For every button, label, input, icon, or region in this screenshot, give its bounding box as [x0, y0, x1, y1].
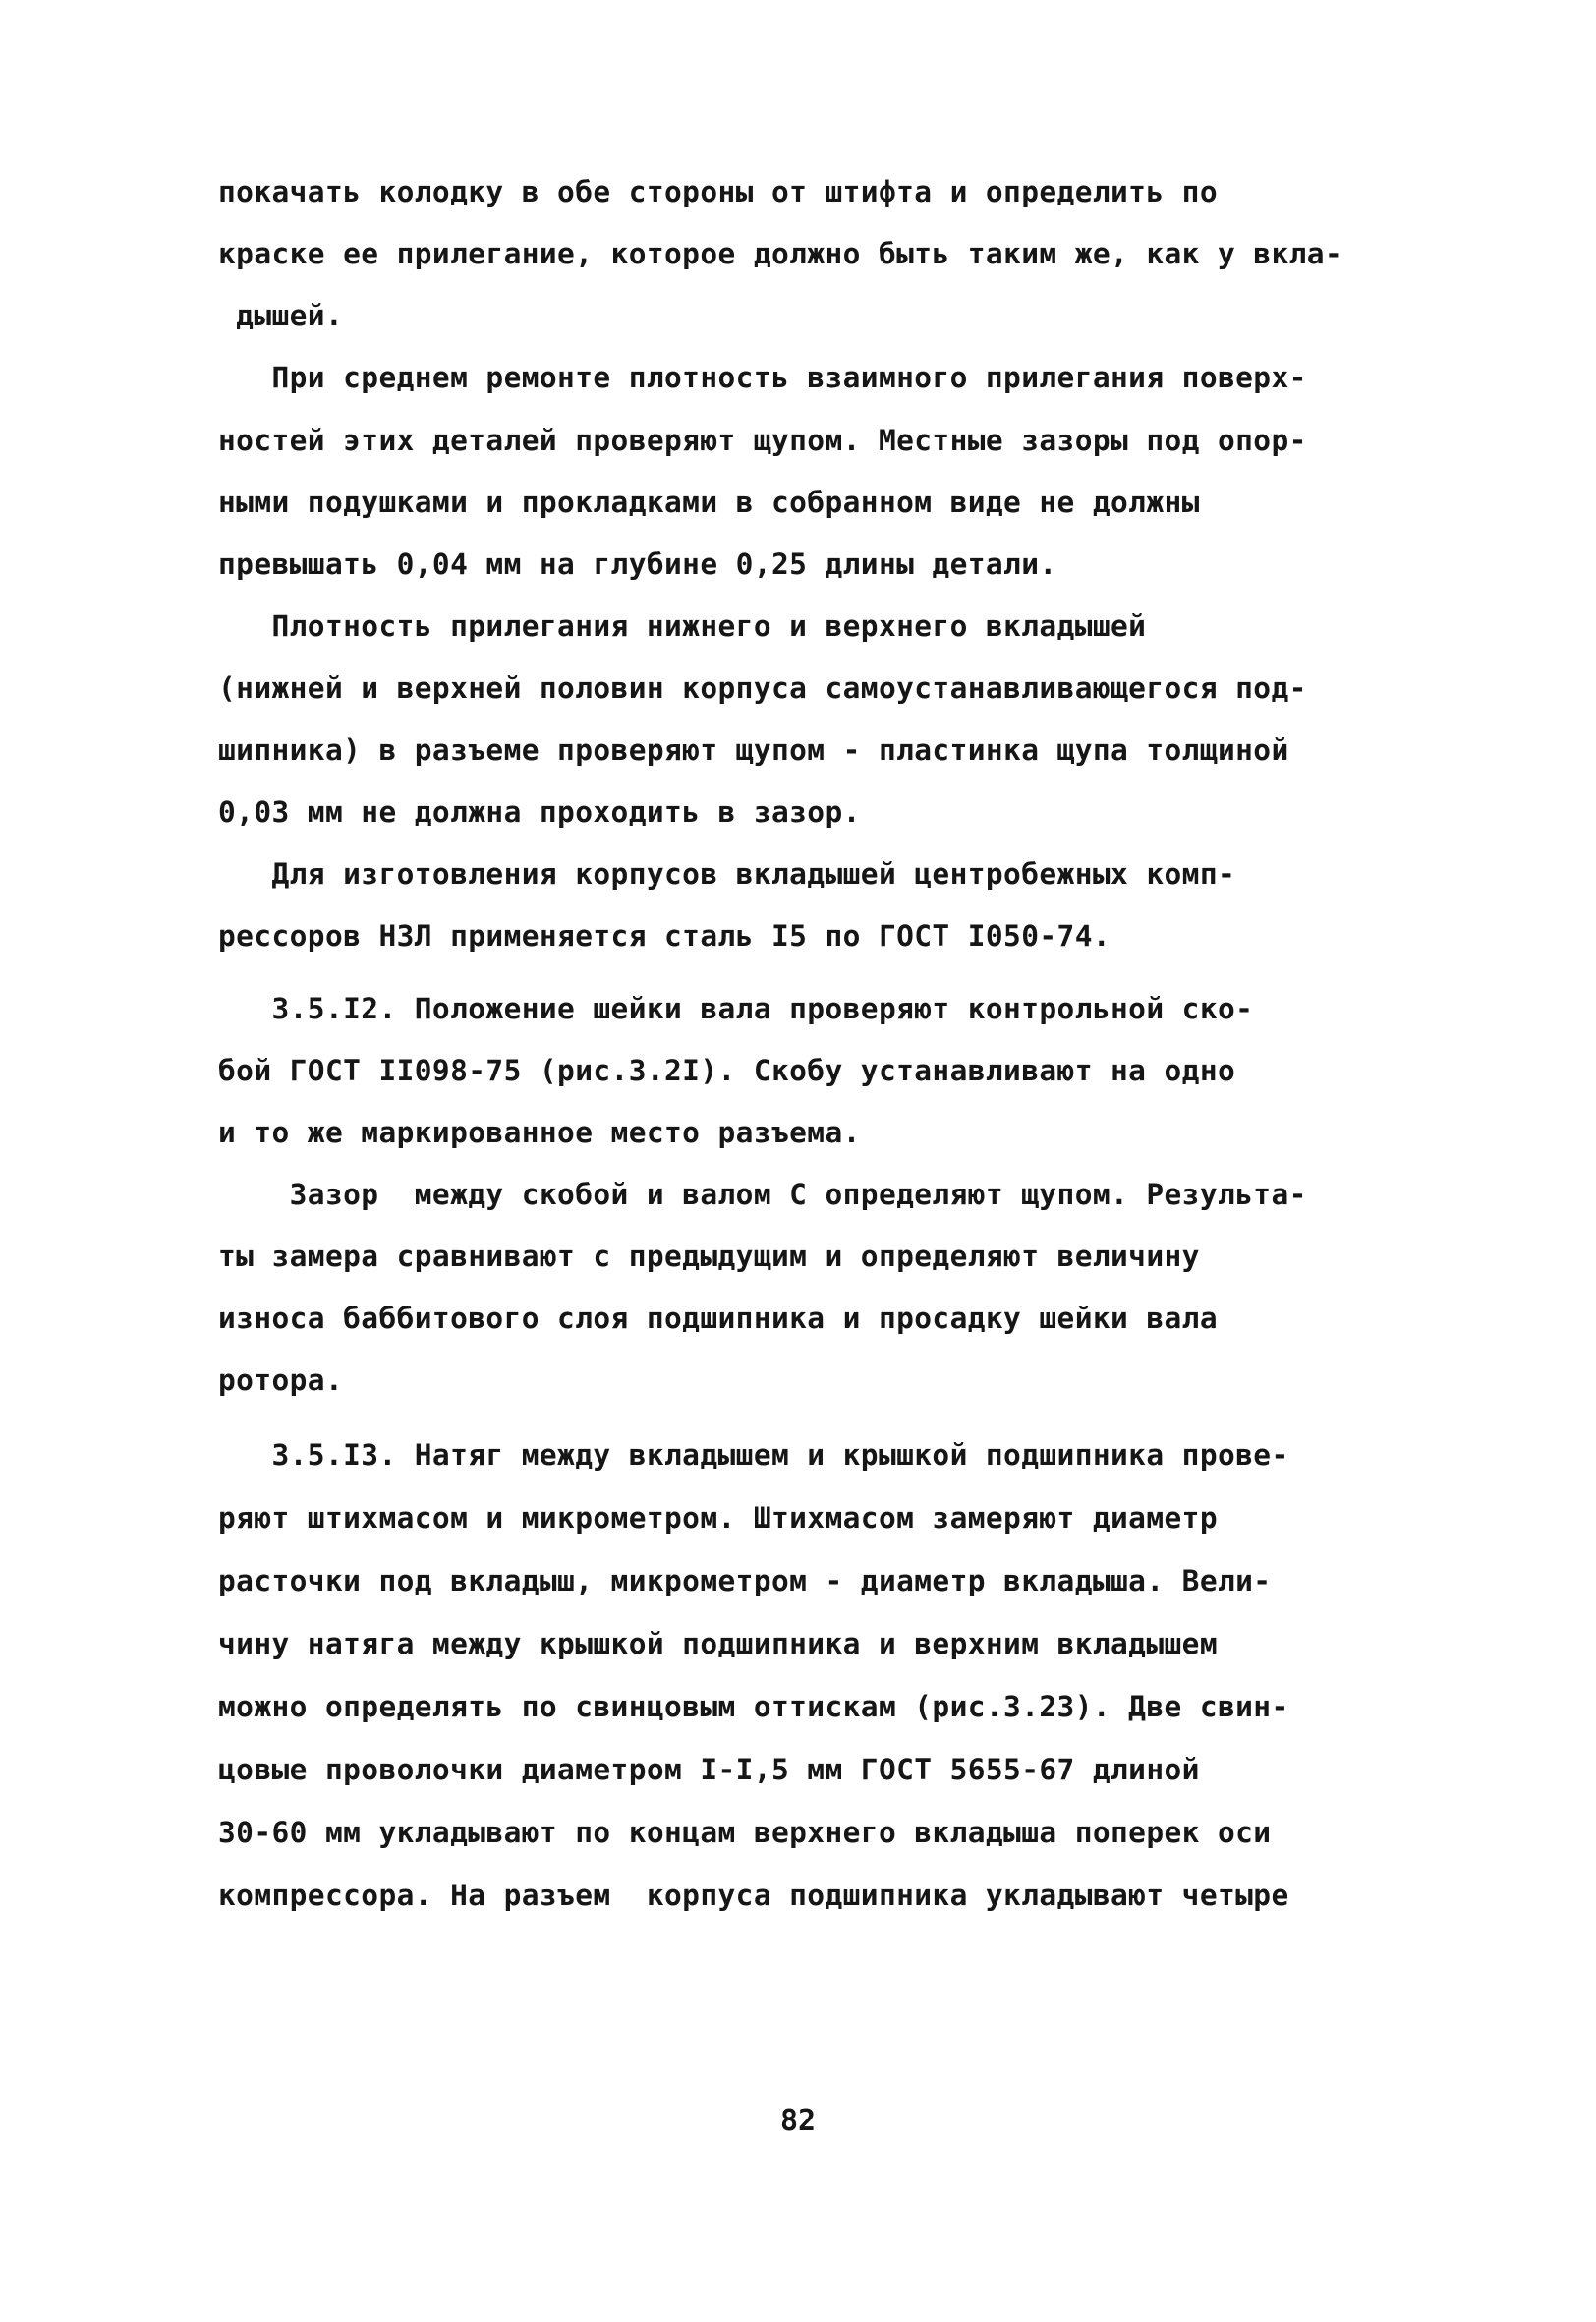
text-line: 3.5.I3. Натяг между вкладышем и крышкой подшипника прове- [218, 1438, 1289, 1472]
text-line: Зазор между скобой и валом С определяют щупом. Результа- [218, 1178, 1307, 1211]
text-line: износа баббитового слоя подшипника и просадку шейки вала [218, 1302, 1218, 1335]
text-line: бой ГОСТ II098-75 (рис.3.2I). Скобу устанавливают на одно [218, 1054, 1236, 1087]
text-line: краске ее прилегание, которое должно быть таким же, как у вкла- [218, 237, 1343, 270]
text-line: ностей этих деталей проверяют щупом. Местные зазоры под опор- [218, 424, 1307, 457]
text-line: Плотность прилегания нижнего и верхнего вкладышей [218, 610, 1147, 643]
text-line: (нижней и верхней половин корпуса самоустанавливающегося под- [218, 671, 1307, 705]
text-line: рессоров НЗЛ применяется сталь I5 по ГОСТ I050-74. [218, 919, 1112, 953]
text-line: цовые проволочки диаметром I-I,5 мм ГОСТ 5655-67 длиной [218, 1753, 1200, 1786]
text-line: превышать 0,04 мм на глубине 0,25 длины детали. [218, 548, 1057, 581]
text-line: ными подушками и прокладками в собранном виде не должны [218, 486, 1200, 519]
text-line: ты замера сравнивают с предыдущим и определяют величину [218, 1240, 1200, 1273]
text-line: ряют штихмасом и микрометром. Штихмасом замеряют диаметр [218, 1501, 1218, 1535]
text-line: Для изготовления корпусов вкладышей центробежных комп- [218, 857, 1236, 891]
page-number: 82 [779, 2104, 817, 2138]
text-line: чину натяга между крышкой подшипника и верхним вкладышем [218, 1627, 1218, 1660]
text-line: ротора. [218, 1364, 344, 1397]
text-line: и то же маркированное место разъема. [218, 1116, 861, 1149]
text-line: дышей. [218, 299, 344, 332]
text-line: компрессора. На разъем корпуса подшипника укладывают четыре [218, 1879, 1289, 1912]
text-line: При среднем ремонте плотность взаимного прилегания поверх- [218, 361, 1307, 394]
text-line: покачать колодку в обе стороны от штифта и определить по [218, 175, 1218, 208]
text-line: 0,03 мм не должна проходить в зазор. [218, 795, 861, 829]
text-line: 3.5.I2. Положение шейки вала проверяют контрольной ско- [218, 992, 1254, 1025]
text-line: 30-60 мм укладывают по концам верхнего вкладыша поперек оси [218, 1816, 1272, 1849]
text-line: шипника) в разъеме проверяют щупом - пластинка щупа толщиной [218, 733, 1289, 767]
text-line: можно определять по свинцовым оттискам (рис.3.23). Две свин- [218, 1690, 1289, 1723]
text-line: расточки под вкладыш, микрометром - диаметр вкладыша. Вели- [218, 1564, 1272, 1597]
